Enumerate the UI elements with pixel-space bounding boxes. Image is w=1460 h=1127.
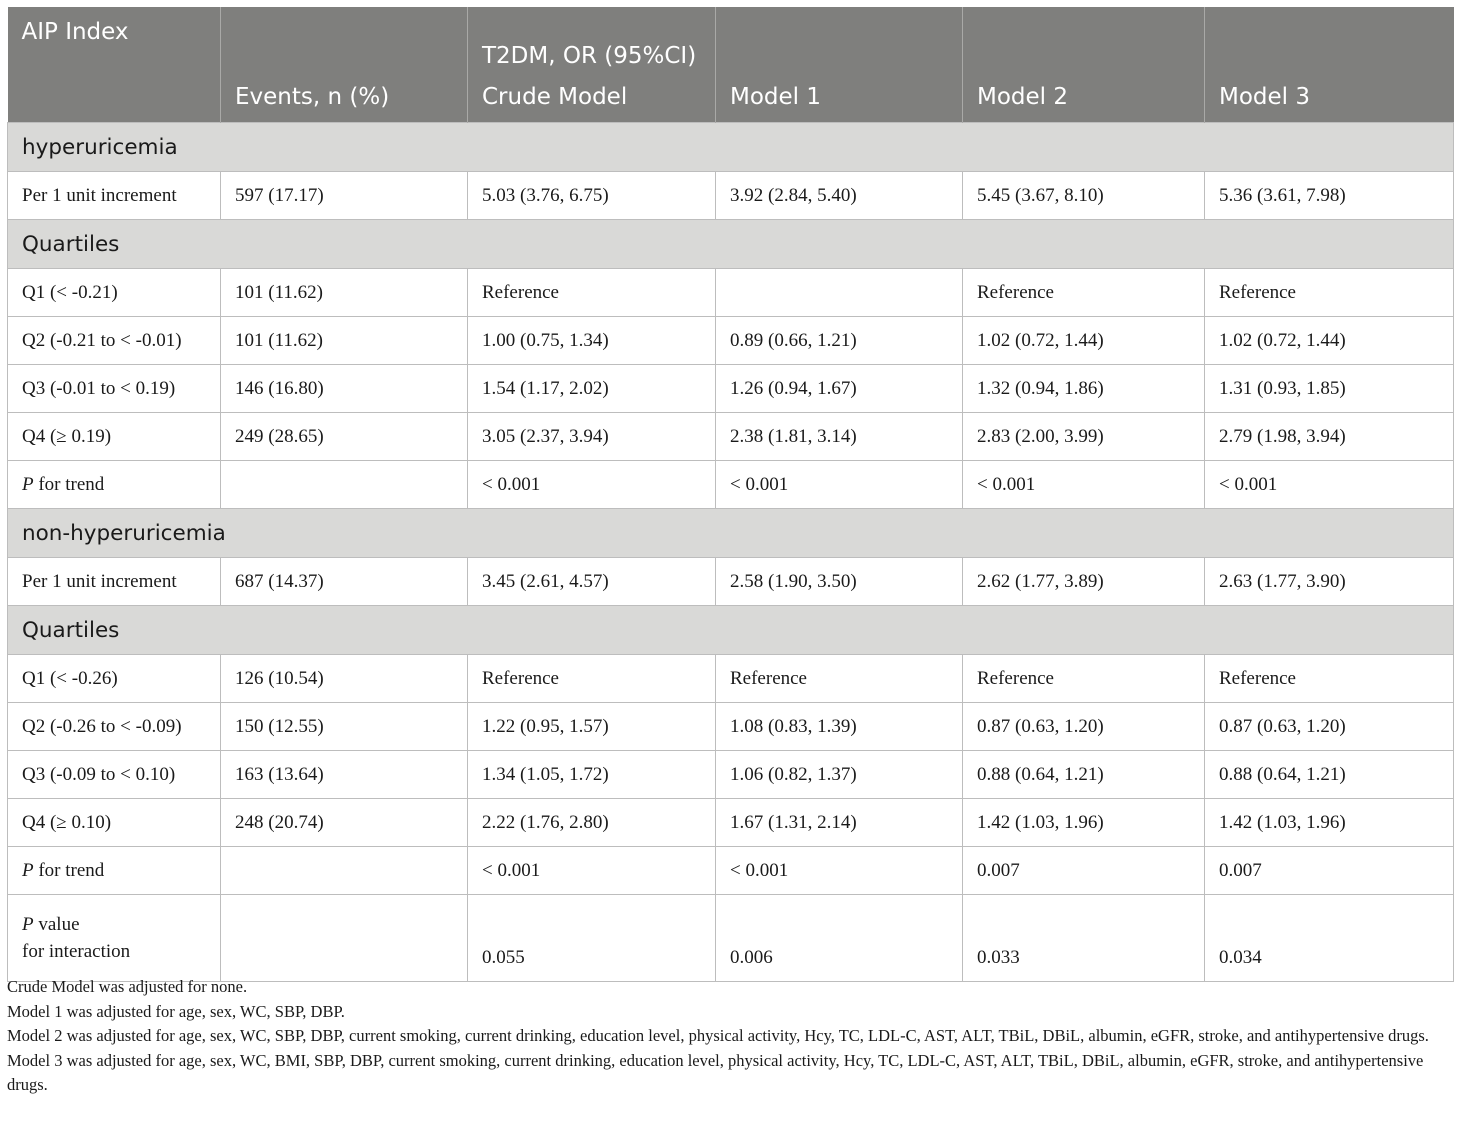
header-row-1 bbox=[8, 7, 1454, 71]
table-cell: 0.006 bbox=[716, 895, 963, 982]
header-row-2 bbox=[8, 71, 1454, 123]
table-cell: 0.87 (0.63, 1.20) bbox=[963, 703, 1205, 751]
table-cell: 0.88 (0.64, 1.21) bbox=[963, 751, 1205, 799]
row-label bbox=[8, 847, 221, 895]
quartile-row bbox=[8, 365, 1454, 413]
table-cell: 1.02 (0.72, 1.44) bbox=[1205, 317, 1454, 365]
table-cell bbox=[221, 461, 468, 509]
interaction-label-line1: value bbox=[33, 914, 80, 935]
quartile-row bbox=[8, 799, 1454, 847]
table-cell: 0.007 bbox=[963, 847, 1205, 895]
trend-row bbox=[8, 461, 1454, 509]
section-header-row bbox=[8, 123, 1454, 172]
quartile-row bbox=[8, 751, 1454, 799]
table-cell: < 0.001 bbox=[468, 847, 716, 895]
table-cell: < 0.001 bbox=[963, 461, 1205, 509]
row-label: Per 1 unit increment bbox=[8, 172, 221, 220]
table-cell: Reference bbox=[468, 655, 716, 703]
footnotes bbox=[7, 975, 1453, 1098]
table-cell: 0.87 (0.63, 1.20) bbox=[1205, 703, 1454, 751]
interaction-label-line2: for interaction bbox=[22, 941, 131, 962]
quartile-row bbox=[8, 317, 1454, 365]
table-cell: 5.36 (3.61, 7.98) bbox=[1205, 172, 1454, 220]
table-cell: 2.83 (2.00, 3.99) bbox=[963, 413, 1205, 461]
row-label: Q3 (-0.09 to < 0.10) bbox=[8, 751, 221, 799]
table-cell: 249 (28.65) bbox=[221, 413, 468, 461]
table-cell: < 0.001 bbox=[1205, 461, 1454, 509]
row-label: Q2 (-0.21 to < -0.01) bbox=[8, 317, 221, 365]
t2dm-group-header: T2DM, OR (95%CI) bbox=[468, 7, 716, 71]
table-cell: 163 (13.64) bbox=[221, 751, 468, 799]
table-cell: < 0.001 bbox=[716, 461, 963, 509]
table-cell: 2.62 (1.77, 3.89) bbox=[963, 558, 1205, 606]
aip-index-header: AIP Index bbox=[8, 7, 221, 71]
table-cell: 1.54 (1.17, 2.02) bbox=[468, 365, 716, 413]
row-label bbox=[8, 461, 221, 509]
p-symbol: P bbox=[22, 859, 34, 881]
footnote-model-1: Model 1 was adjusted for age, sex, WC, SBP, DBP. bbox=[7, 1001, 345, 1021]
table-cell: 1.08 (0.83, 1.39) bbox=[716, 703, 963, 751]
table-cell: 597 (17.17) bbox=[221, 172, 468, 220]
table-cell: 248 (20.74) bbox=[221, 799, 468, 847]
header-blank bbox=[963, 7, 1205, 71]
table-cell: 1.31 (0.93, 1.85) bbox=[1205, 365, 1454, 413]
col-header-model-2: Model 2 bbox=[963, 71, 1205, 123]
table-cell: 126 (10.54) bbox=[221, 655, 468, 703]
table-cell: Reference bbox=[1205, 655, 1454, 703]
table-cell: 0.034 bbox=[1205, 895, 1454, 982]
table-cell: 1.42 (1.03, 1.96) bbox=[963, 799, 1205, 847]
table-cell: 101 (11.62) bbox=[221, 269, 468, 317]
table-cell: Reference bbox=[716, 655, 963, 703]
section-title: non-hyperuricemia bbox=[8, 509, 1454, 558]
table-cell: 1.67 (1.31, 2.14) bbox=[716, 799, 963, 847]
table-cell: 0.007 bbox=[1205, 847, 1454, 895]
trend-label: for trend bbox=[33, 859, 105, 881]
table-cell: 0.033 bbox=[963, 895, 1205, 982]
increment-row bbox=[8, 558, 1454, 606]
table-cell bbox=[716, 269, 963, 317]
col-header-events: Events, n (%) bbox=[221, 71, 468, 123]
footnote-model-3: Model 3 was adjusted for age, sex, WC, BMI, SBP, DBP, current smoking, current drinking, education level, physical activity, Hcy, TC, LDL-C, AST, ALT, TBiL, DBiL, albumin, eGFR, stroke, and antihypertensive drugs. bbox=[7, 1050, 1424, 1094]
row-label: Q1 (< -0.21) bbox=[8, 269, 221, 317]
table-cell: 3.05 (2.37, 3.94) bbox=[468, 413, 716, 461]
header-blank bbox=[1205, 7, 1454, 71]
row-label: Q4 (≥ 0.10) bbox=[8, 799, 221, 847]
row-label: Q3 (-0.01 to < 0.19) bbox=[8, 365, 221, 413]
header-blank bbox=[8, 71, 221, 123]
increment-row bbox=[8, 172, 1454, 220]
header-blank bbox=[716, 7, 963, 71]
quartile-row bbox=[8, 655, 1454, 703]
section-header-row bbox=[8, 509, 1454, 558]
trend-label: for trend bbox=[33, 473, 105, 495]
table-cell: 2.58 (1.90, 3.50) bbox=[716, 558, 963, 606]
table-cell: 5.45 (3.67, 8.10) bbox=[963, 172, 1205, 220]
section-title: Quartiles bbox=[8, 606, 1454, 655]
table-body bbox=[8, 123, 1454, 982]
col-header-crude-model: Crude Model bbox=[468, 71, 716, 123]
table-cell: 1.00 (0.75, 1.34) bbox=[468, 317, 716, 365]
table-cell: 1.02 (0.72, 1.44) bbox=[963, 317, 1205, 365]
table-cell: 146 (16.80) bbox=[221, 365, 468, 413]
table-cell: Reference bbox=[468, 269, 716, 317]
table-cell: 1.32 (0.94, 1.86) bbox=[963, 365, 1205, 413]
table-cell: 0.89 (0.66, 1.21) bbox=[716, 317, 963, 365]
table-cell: 3.45 (2.61, 4.57) bbox=[468, 558, 716, 606]
trend-row bbox=[8, 847, 1454, 895]
table-cell: 0.055 bbox=[468, 895, 716, 982]
footnote-model-2: Model 2 was adjusted for age, sex, WC, SBP, DBP, current smoking, current drinking, education level, physical activity, Hcy, TC, LDL-C, AST, ALT, TBiL, DBiL, albumin, eGFR, stroke, and antihypertensive drugs. bbox=[7, 1026, 1429, 1045]
quartiles-header-row bbox=[8, 606, 1454, 655]
table-cell: 1.22 (0.95, 1.57) bbox=[468, 703, 716, 751]
table-cell: 687 (14.37) bbox=[221, 558, 468, 606]
col-header-model-3: Model 3 bbox=[1205, 71, 1454, 123]
table-cell: 101 (11.62) bbox=[221, 317, 468, 365]
section-title: hyperuricemia bbox=[8, 123, 1454, 172]
table-cell: 3.92 (2.84, 5.40) bbox=[716, 172, 963, 220]
interaction-row bbox=[8, 895, 1454, 982]
table-cell: Reference bbox=[963, 269, 1205, 317]
quartile-row bbox=[8, 413, 1454, 461]
table-cell: 2.38 (1.81, 3.14) bbox=[716, 413, 963, 461]
quartiles-header-row bbox=[8, 220, 1454, 269]
table-cell bbox=[221, 895, 468, 982]
table-cell: 5.03 (3.76, 6.75) bbox=[468, 172, 716, 220]
row-label: Per 1 unit increment bbox=[8, 558, 221, 606]
table-cell: 1.06 (0.82, 1.37) bbox=[716, 751, 963, 799]
row-label: Q2 (-0.26 to < -0.09) bbox=[8, 703, 221, 751]
p-symbol: P bbox=[22, 473, 34, 495]
row-label: Q1 (< -0.26) bbox=[8, 655, 221, 703]
header-blank bbox=[221, 7, 468, 71]
table-cell: 1.42 (1.03, 1.96) bbox=[1205, 799, 1454, 847]
results-table-container bbox=[7, 7, 1453, 982]
table-cell bbox=[221, 847, 468, 895]
row-label: Q4 (≥ 0.19) bbox=[8, 413, 221, 461]
table-cell: 1.34 (1.05, 1.72) bbox=[468, 751, 716, 799]
p-symbol: P bbox=[22, 914, 34, 935]
col-header-model-1: Model 1 bbox=[716, 71, 963, 123]
quartile-row bbox=[8, 703, 1454, 751]
results-table bbox=[7, 7, 1454, 982]
table-cell: Reference bbox=[963, 655, 1205, 703]
footnote-crude: Crude Model was adjusted for none. bbox=[7, 977, 248, 996]
quartile-row bbox=[8, 269, 1454, 317]
table-cell: < 0.001 bbox=[716, 847, 963, 895]
table-cell: 2.79 (1.98, 3.94) bbox=[1205, 413, 1454, 461]
table-cell: 2.22 (1.76, 2.80) bbox=[468, 799, 716, 847]
table-cell: 1.26 (0.94, 1.67) bbox=[716, 365, 963, 413]
table-cell: 150 (12.55) bbox=[221, 703, 468, 751]
table-cell: 2.63 (1.77, 3.90) bbox=[1205, 558, 1454, 606]
row-label bbox=[8, 895, 221, 982]
table-cell: < 0.001 bbox=[468, 461, 716, 509]
table-cell: 0.88 (0.64, 1.21) bbox=[1205, 751, 1454, 799]
section-title: Quartiles bbox=[8, 220, 1454, 269]
table-cell: Reference bbox=[1205, 269, 1454, 317]
